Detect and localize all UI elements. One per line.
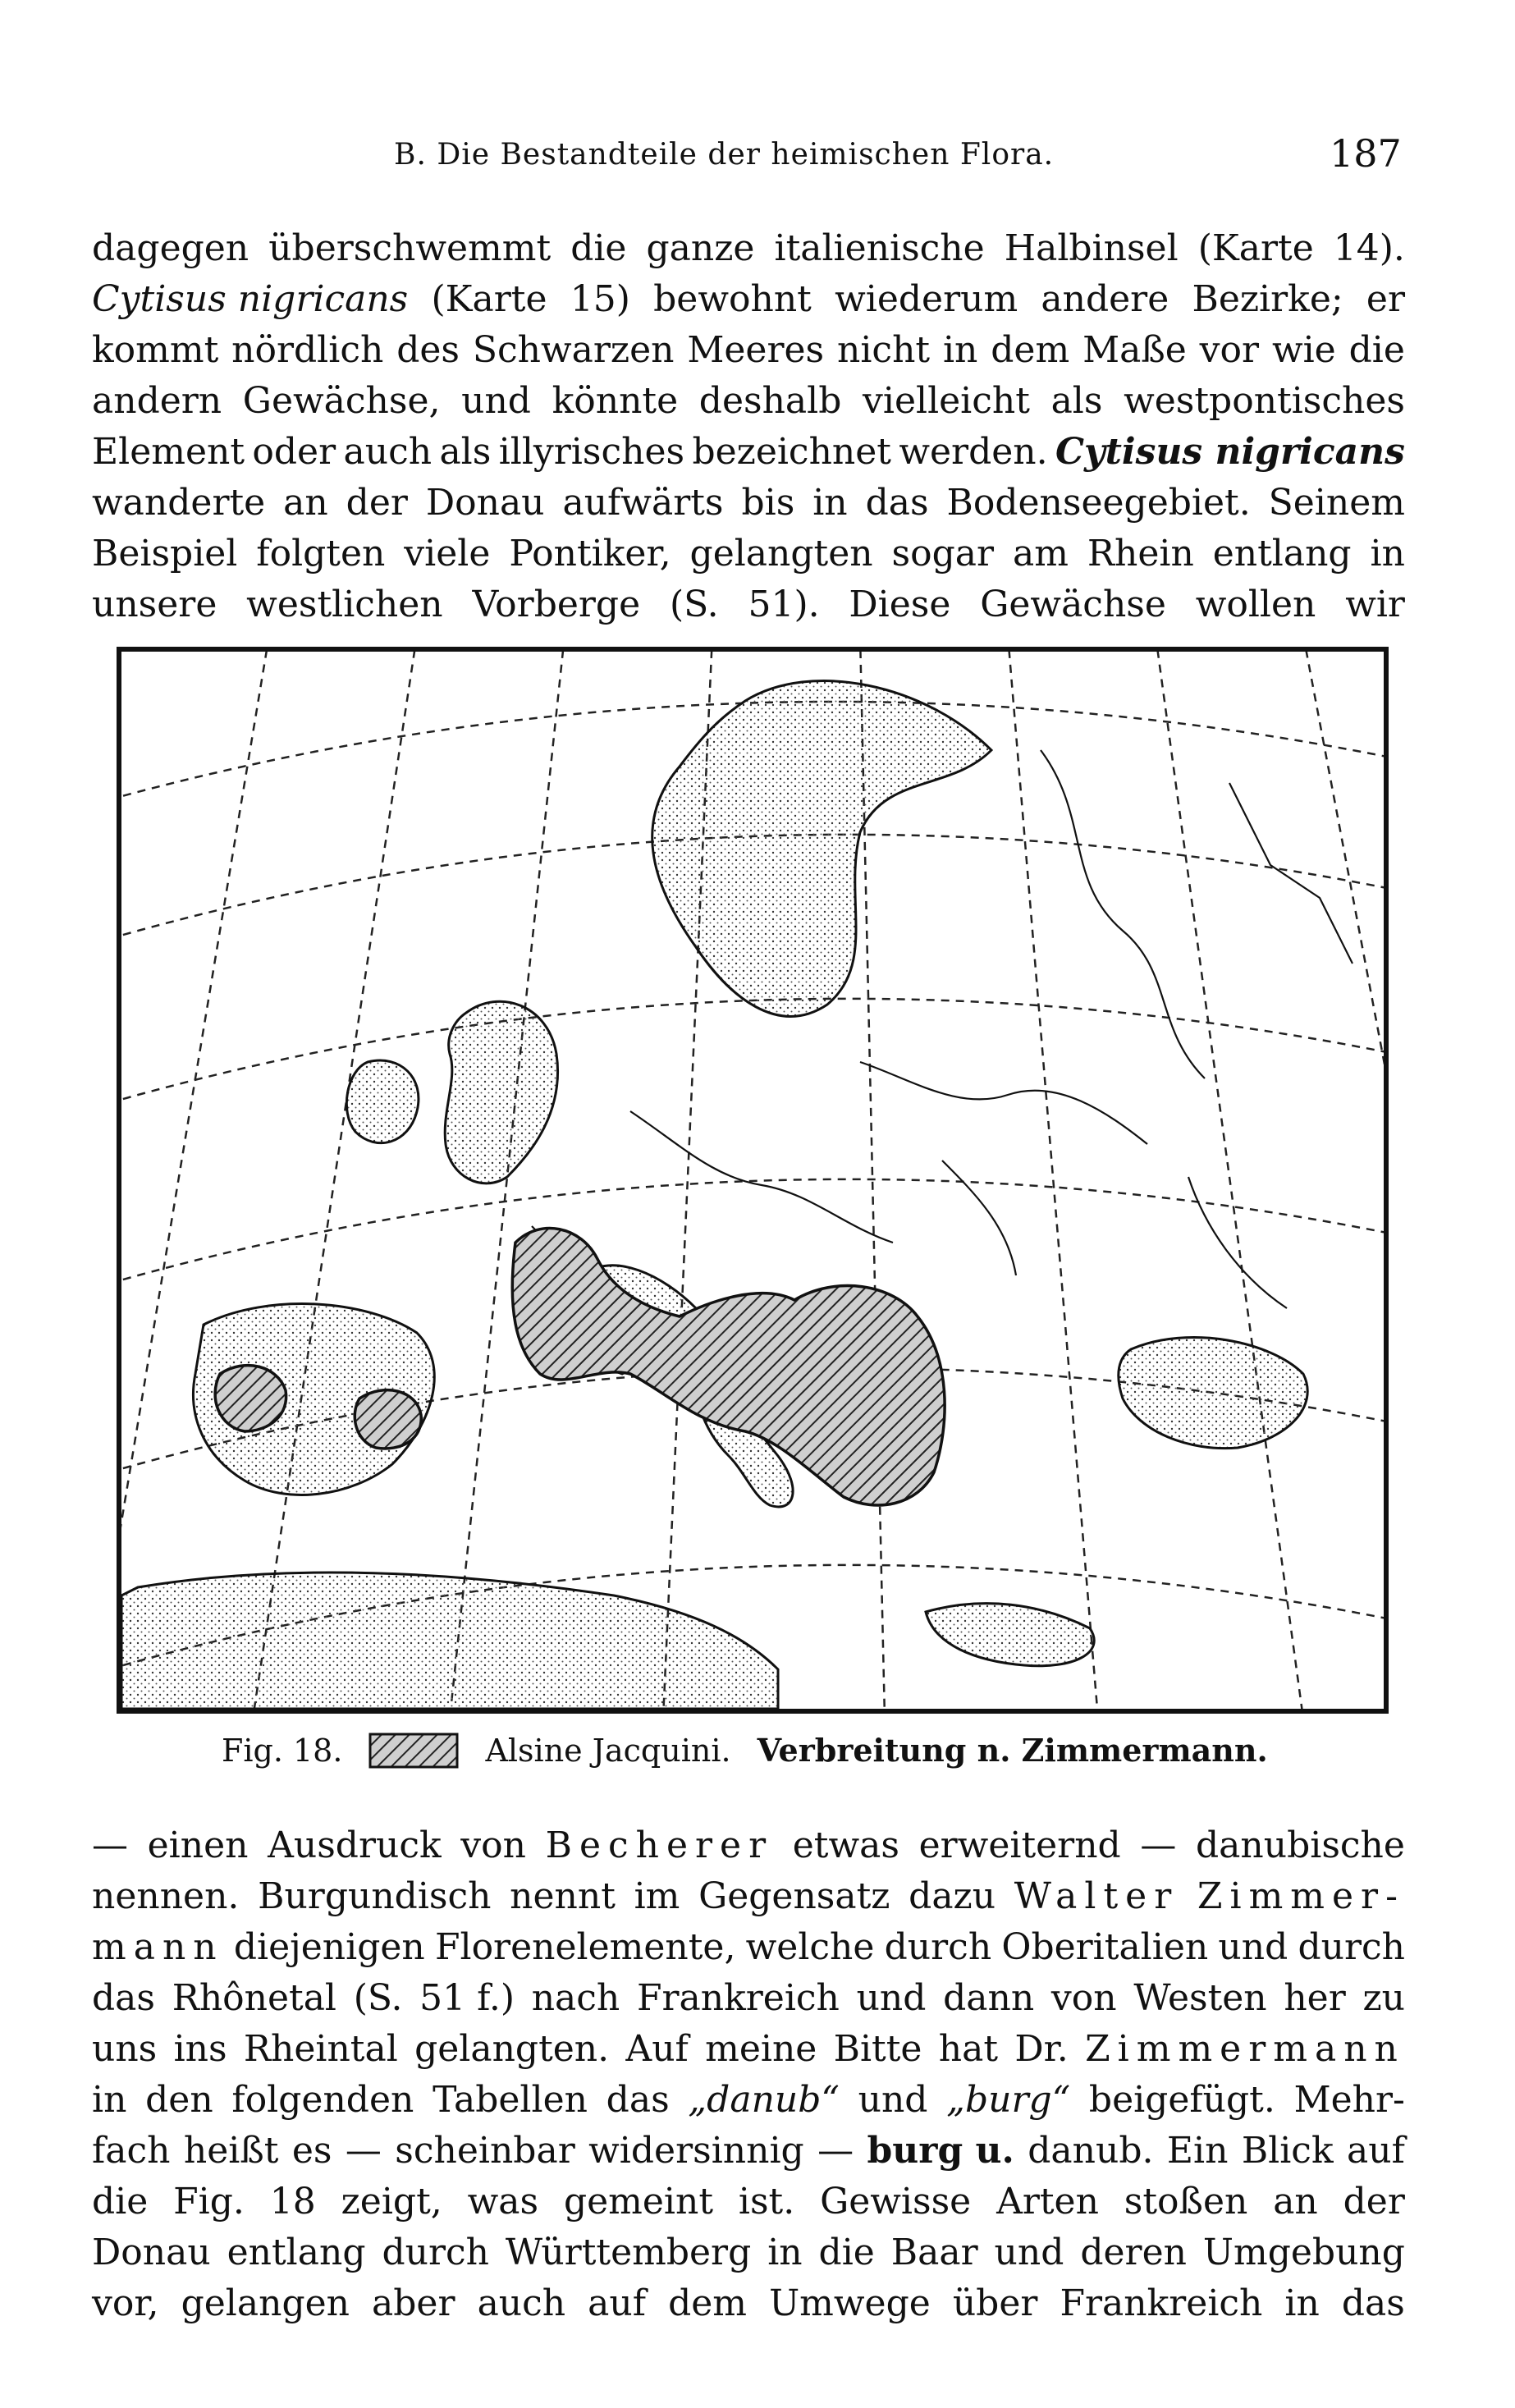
- word: und: [1218, 1926, 1288, 1968]
- word: Württemberg: [505, 2232, 752, 2273]
- word: Meeres: [687, 329, 825, 371]
- word: beigefügt.: [1088, 2079, 1275, 2121]
- text-line: [92, 2126, 1405, 2177]
- word: Seinem: [1268, 482, 1405, 524]
- word: in: [92, 2079, 127, 2121]
- word: (S.: [353, 1977, 403, 2019]
- word: hat: [938, 2028, 999, 2070]
- word: Florenelemente,: [434, 1926, 736, 1968]
- word: von: [460, 1824, 526, 1866]
- europe-map: [121, 652, 1384, 1709]
- text-line: [92, 529, 1405, 579]
- word: Gewächse,: [242, 380, 441, 422]
- word: Donau: [92, 2232, 211, 2273]
- paragraph-top: [92, 223, 1405, 630]
- word: zeigt,: [341, 2181, 442, 2223]
- word: Ein: [1166, 2130, 1229, 2172]
- word: Umgebung: [1202, 2232, 1405, 2273]
- text-line: [92, 2075, 1405, 2126]
- word: als: [1050, 380, 1103, 422]
- word: Tabellen: [433, 2079, 588, 2121]
- word: Rheintal: [243, 2028, 398, 2070]
- word: italienische: [774, 227, 985, 269]
- text-line: [92, 427, 1405, 478]
- word: Donau: [425, 482, 545, 524]
- word: stoßen: [1124, 2181, 1248, 2223]
- species-name: Cytisus nigricans: [92, 278, 409, 320]
- word: deshalb: [698, 380, 842, 422]
- word: —: [92, 1824, 128, 1866]
- word: deren: [1080, 2232, 1187, 2273]
- word: das: [92, 1977, 155, 2019]
- word: westlichen: [246, 584, 443, 625]
- word: (Karte: [1197, 227, 1314, 269]
- word: Rhein: [1087, 533, 1194, 575]
- word: (Karte: [431, 278, 547, 320]
- word: am: [1012, 533, 1069, 575]
- word: andere: [1041, 278, 1169, 320]
- word: westpontisches: [1124, 380, 1405, 422]
- word: und: [994, 2232, 1064, 2273]
- word: das: [606, 2079, 670, 2121]
- word: was: [467, 2181, 539, 2223]
- word: Mehr-: [1293, 2079, 1405, 2121]
- word: wir: [1345, 584, 1405, 625]
- word: Fig.: [173, 2181, 245, 2223]
- text-line: [92, 325, 1405, 376]
- word: einen: [147, 1824, 249, 1866]
- person-name: Zimmermann: [1085, 2028, 1405, 2070]
- word: über: [952, 2282, 1038, 2324]
- word: wiederum: [835, 278, 1018, 320]
- word: Maße: [1082, 329, 1187, 371]
- word: könnte: [552, 380, 679, 422]
- word: —: [817, 2130, 854, 2172]
- word: er: [1366, 278, 1405, 320]
- word: an: [283, 482, 328, 524]
- word: Westen: [1133, 1977, 1267, 2019]
- text-line: [92, 2278, 1405, 2329]
- word: danub.: [1028, 2130, 1154, 2172]
- word: Umwege: [769, 2282, 931, 2324]
- word: uns: [92, 2028, 158, 2070]
- word: Bitte: [833, 2028, 922, 2070]
- word: werden.: [899, 431, 1048, 473]
- word: vielleicht: [863, 380, 1030, 422]
- word: widersinnig: [588, 2130, 804, 2172]
- word: gemeint: [563, 2181, 714, 2223]
- text-line: [92, 1871, 1405, 1922]
- source-label: Verbreitung n. Zimmermann.: [757, 1732, 1268, 1769]
- word: Burgundisch: [258, 1875, 492, 1917]
- species-name: Cytisus nigricans: [1055, 431, 1405, 473]
- word: nördlich: [231, 329, 384, 371]
- word: die: [818, 2232, 875, 2273]
- text-line: [92, 2177, 1405, 2227]
- word: ist.: [738, 2181, 795, 2223]
- text-line: [92, 579, 1405, 630]
- word: wanderte: [92, 482, 266, 524]
- word: Element: [92, 431, 245, 473]
- word: ins: [173, 2028, 227, 2070]
- person-name: mann: [92, 1926, 224, 1968]
- word: die: [1348, 329, 1405, 371]
- word: dem: [991, 329, 1070, 371]
- word: —: [345, 2130, 382, 2172]
- word: durch: [382, 2232, 489, 2273]
- word: nach: [531, 1977, 620, 2019]
- word: entlang: [1212, 533, 1352, 575]
- word: und: [461, 380, 531, 422]
- word: gelangen: [181, 2282, 350, 2324]
- word: 18: [269, 2181, 316, 2223]
- paragraph-bottom: [92, 1820, 1405, 2329]
- word: gelangten.: [414, 2028, 610, 2070]
- word: das: [1341, 2282, 1405, 2324]
- word: im: [634, 1875, 680, 1917]
- word: 51).: [748, 584, 820, 625]
- word: auf: [1347, 2130, 1405, 2172]
- word: dann: [943, 1977, 1035, 2019]
- word: —: [1140, 1824, 1177, 1866]
- word: her: [1284, 1977, 1346, 2019]
- word: entlang: [227, 2232, 366, 2273]
- word: „burg“: [946, 2079, 1071, 2121]
- word: „danub“: [688, 2079, 840, 2121]
- word: Rhônetal: [172, 1977, 337, 2019]
- text-line: [92, 478, 1405, 529]
- word: auch: [343, 431, 433, 473]
- word: welche: [745, 1926, 875, 1968]
- word: das: [865, 482, 929, 524]
- figure-number: Fig. 18.: [222, 1732, 343, 1769]
- distribution-map-figure: [117, 647, 1389, 1714]
- word: Diese: [849, 584, 951, 625]
- word: andern: [92, 380, 222, 422]
- word: auch: [477, 2282, 566, 2324]
- word: folgten: [256, 533, 386, 575]
- word: Frankreich: [636, 1977, 840, 2019]
- word: unsere: [92, 584, 217, 625]
- word: danubische: [1196, 1824, 1405, 1866]
- person-name: Zimmer-: [1197, 1875, 1405, 1917]
- word: kommt: [92, 329, 219, 371]
- word: Schwarzen: [472, 329, 675, 371]
- word: burg u.: [867, 2130, 1014, 2172]
- word: durch: [884, 1926, 992, 1968]
- text-line: [92, 1820, 1405, 1871]
- figure-caption: [222, 1732, 1268, 1769]
- word: der: [1343, 2181, 1405, 2223]
- word: illyrisches: [498, 431, 685, 473]
- word: in: [1284, 2282, 1320, 2324]
- word: des: [396, 329, 460, 371]
- word: dazu: [909, 1875, 996, 1917]
- person-name: Becherer: [545, 1824, 774, 1866]
- word: (S.: [669, 584, 719, 625]
- word: die: [92, 2181, 149, 2223]
- word: nennen.: [92, 1875, 240, 1917]
- word: Dr.: [1014, 2028, 1069, 2070]
- coastlines: [121, 681, 1307, 1709]
- word: 51 f.): [419, 1977, 515, 2019]
- word: Auf: [625, 2028, 689, 2070]
- species-label: Alsine Jacquini.: [485, 1732, 731, 1769]
- word: viele: [404, 533, 491, 575]
- word: an: [1273, 2181, 1318, 2223]
- word: in: [1370, 533, 1405, 575]
- word: folgenden: [231, 2079, 414, 2121]
- word: dem: [668, 2282, 748, 2324]
- word: Beispiel: [92, 533, 238, 575]
- word: in: [812, 482, 848, 524]
- word: Frankreich: [1060, 2282, 1263, 2324]
- word: Arten: [996, 2181, 1099, 2223]
- word: bezeichnet: [692, 431, 891, 473]
- word: Bodenseegebiet.: [946, 482, 1251, 524]
- word: aber: [372, 2282, 455, 2324]
- word: vor: [1199, 329, 1260, 371]
- text-line: [92, 1973, 1405, 2024]
- text-line: [92, 2227, 1405, 2278]
- word: den: [145, 2079, 213, 2121]
- word: aufwärts: [562, 482, 724, 524]
- word: von: [1050, 1977, 1117, 2019]
- word: und: [858, 2079, 928, 2121]
- word: Ausdruck: [268, 1824, 442, 1866]
- word: als: [439, 431, 492, 473]
- word: Gewisse: [820, 2181, 972, 2223]
- word: Oberitalien: [1001, 1926, 1209, 1968]
- word: nennt: [510, 1875, 616, 1917]
- word: 15): [570, 278, 630, 320]
- word: es: [291, 2130, 332, 2172]
- hatched-legend-swatch: [368, 1733, 459, 1769]
- word: scheinbar: [395, 2130, 575, 2172]
- word: und: [856, 1977, 927, 2019]
- word: wollen: [1195, 584, 1316, 625]
- word: Gewächse: [980, 584, 1166, 625]
- word: wie: [1271, 329, 1336, 371]
- word: auf: [588, 2282, 647, 2324]
- word: oder: [252, 431, 336, 473]
- text-line: [92, 376, 1405, 427]
- word: etwas: [792, 1824, 899, 1866]
- word: fach: [92, 2130, 171, 2172]
- text-line: [92, 274, 1405, 325]
- word: in: [767, 2232, 803, 2273]
- page-number: 187: [1330, 131, 1402, 176]
- word: in: [942, 329, 978, 371]
- word: vor,: [92, 2282, 159, 2324]
- text-line: [92, 223, 1405, 274]
- word: meine: [705, 2028, 817, 2070]
- word: heißt: [183, 2130, 279, 2172]
- word: 14).: [1333, 227, 1405, 269]
- word: Baar: [890, 2232, 978, 2273]
- word: Gegensatz: [698, 1875, 890, 1917]
- running-header: B. Die Bestandteile der heimischen Flora.: [394, 138, 1055, 172]
- word: Blick: [1241, 2130, 1334, 2172]
- word: Halbinsel: [1004, 227, 1179, 269]
- word: überschwemmt: [268, 227, 552, 269]
- word: ganze: [646, 227, 755, 269]
- text-line: [92, 2024, 1405, 2075]
- word: durch: [1298, 1926, 1405, 1968]
- word: Bezirke;: [1192, 278, 1343, 320]
- word: diejenigen: [233, 1926, 425, 1968]
- text-line: [92, 1922, 1405, 1973]
- word: dagegen: [92, 227, 249, 269]
- word: der: [346, 482, 408, 524]
- word: die: [570, 227, 627, 269]
- word: Pontiker,: [509, 533, 671, 575]
- word: Vorberge: [472, 584, 641, 625]
- word: zu: [1362, 1977, 1405, 2019]
- word: bis: [741, 482, 795, 524]
- word: nicht: [837, 329, 931, 371]
- word: erweiternd: [918, 1824, 1121, 1866]
- word: gelangten: [689, 533, 873, 575]
- word: bewohnt: [653, 278, 812, 320]
- person-name: Walter: [1014, 1875, 1179, 1917]
- word: sogar: [891, 533, 995, 575]
